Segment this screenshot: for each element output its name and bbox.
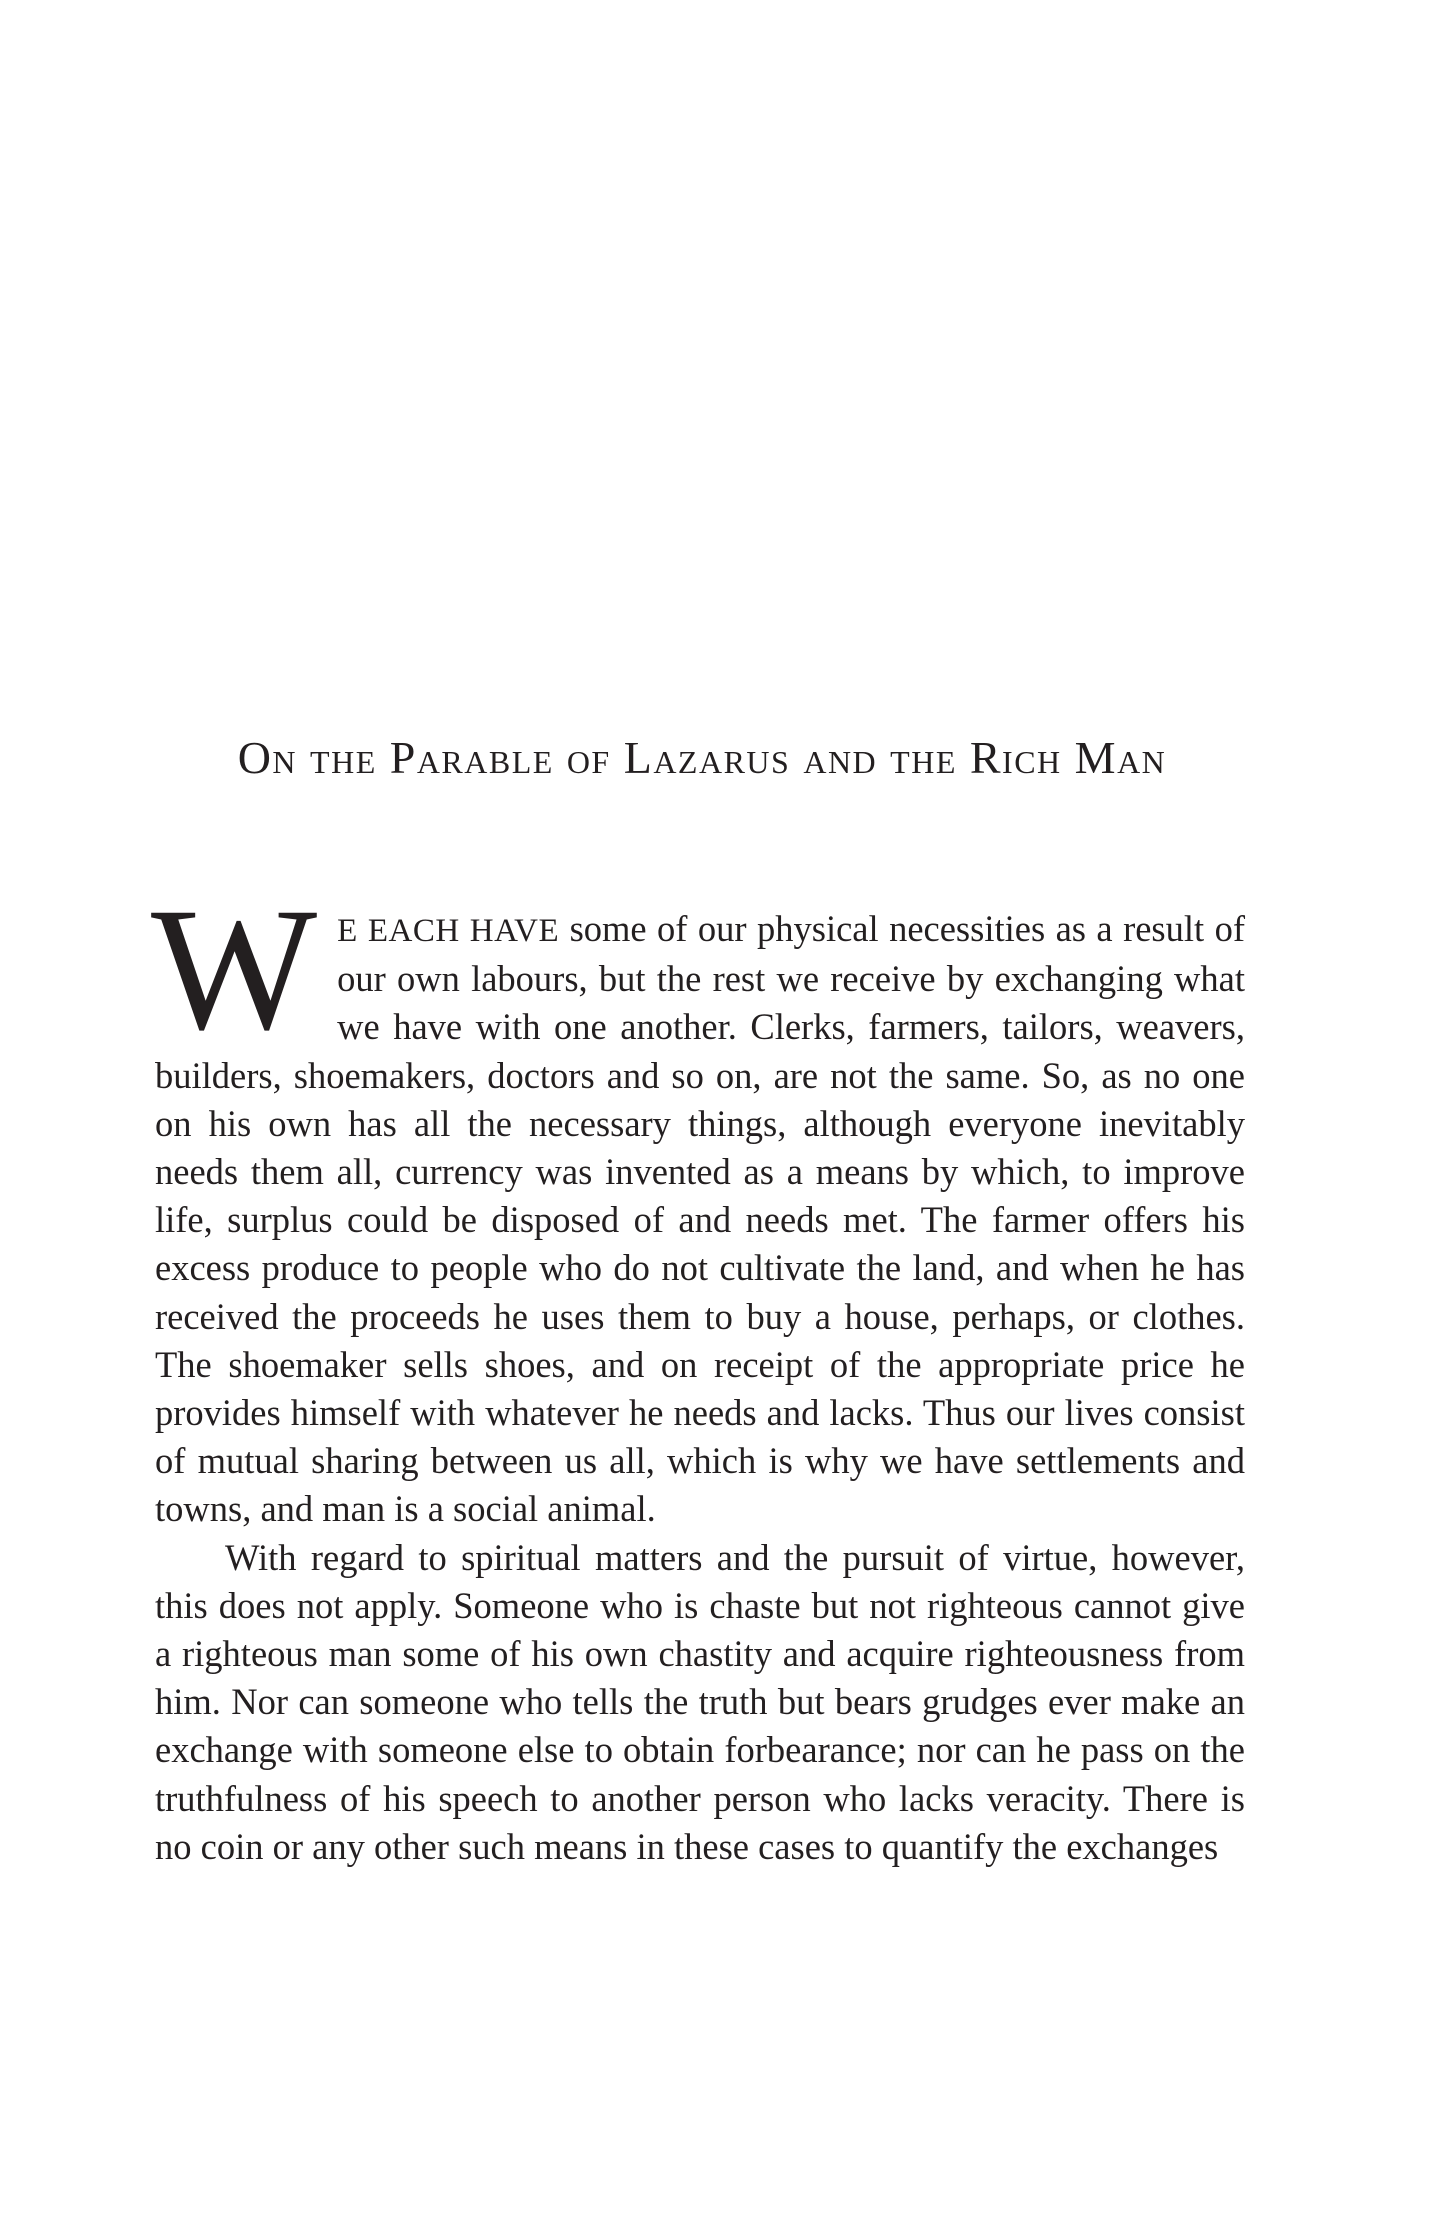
paragraph-second: With regard to spiritual matters and the pursuit of virtue, however, this does not apply. Someone who is chaste but not righteous cannot give a righteous man some of his own chastity and acquire righteousness from him. Nor can someone who tells the truth but bears grudges ever make an exchange with someone else to obtain forbearance; nor can he pass on the truthfulness of his speech to another person who lacks veracity. There is no coin or any other such means in these cases to quantify the exchanges bbox=[155, 1536, 1245, 1867]
chapter-title: On the Parable of Lazarus and the Rich Man bbox=[237, 732, 1167, 783]
drop-cap: W bbox=[151, 872, 318, 1067]
paragraph-first-text: some of our physical necessities as a result of our own labours, but the rest we receive by exchanging what we have with one another. Clerks, farmers, tailors, weavers, builders, shoemakers, doctors and so on, are not the same. So, as no one on his own has all the necessary things, although everyone inevitably needs them all, currency was invented as a means by which, to improve life, surplus could be disposed of and needs met. The farmer offers his excess produce to people who do not cultivate the land, and when he has received the proceeds he uses them to buy a house, perhaps, or clothes. The shoemaker sells shoes, and on receipt of the appropriate price he provides himself with whatever he needs and lacks. Thus our lives consist of mutual sharing between us all, which is why we have settlements and towns, and man is a social animal. bbox=[155, 908, 1245, 1530]
lead-in-small-caps: E EACH HAVE bbox=[337, 913, 560, 949]
body-text bbox=[151, 872, 1245, 1871]
paragraph-first bbox=[151, 872, 1245, 1534]
